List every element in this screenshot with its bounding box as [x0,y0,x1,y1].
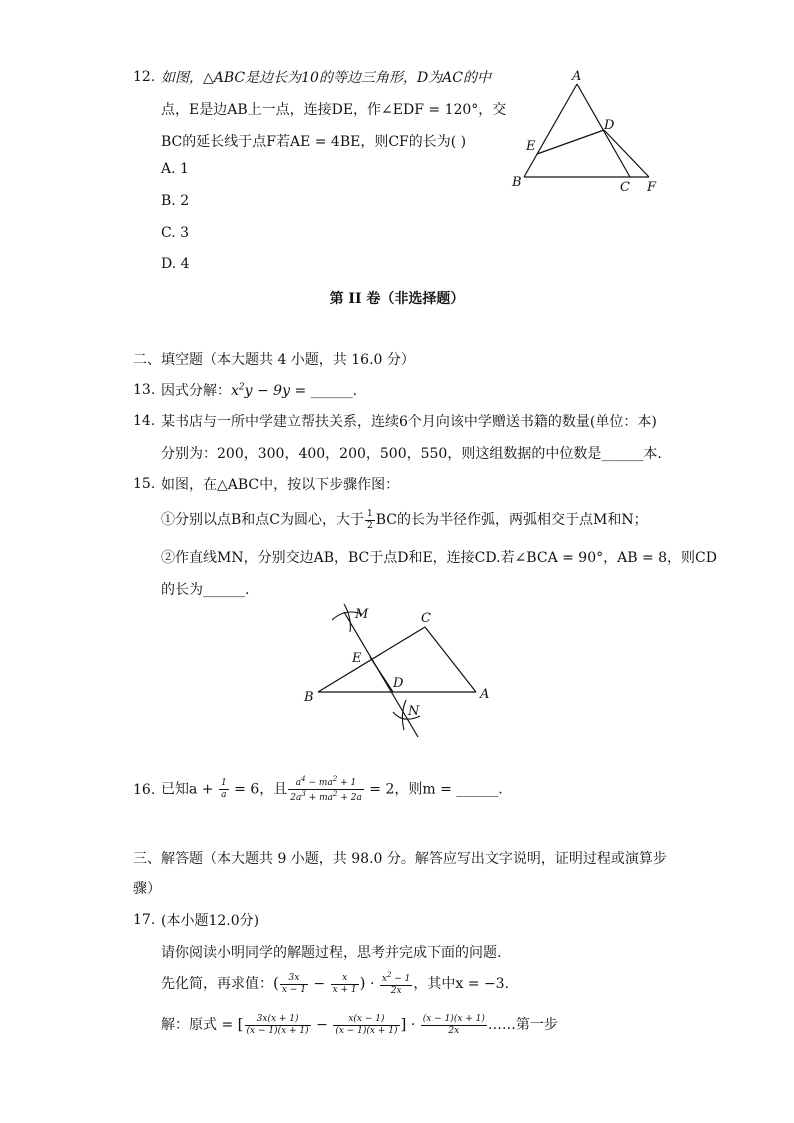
label-e: E [352,651,362,666]
q12-option-c[interactable]: C. 3 [161,225,190,241]
q15-triangle-figure [300,600,500,745]
q15-line1: 如图，在△ABC中，按以下步骤作图： [161,477,400,493]
side-ab [524,84,577,177]
q15-number: 15. [133,476,156,492]
q12-option-d[interactable]: D. 4 [161,256,190,272]
label-b: B [304,690,314,705]
label-a: A [572,69,582,84]
q17-frac-5: $\frac{x(x - 1)}{(x - 1)(x + 1)}$ [335,1013,398,1036]
q15-line-end: 的长为______. [161,582,250,598]
q12-option-b[interactable]: B. 2 [161,193,190,209]
q15-step1 [161,509,648,531]
q17-score: (本小题12.0分) [161,913,260,929]
label-a: A [480,687,490,702]
segment-ed [537,130,604,154]
q14-line2: 分别为：200，300，400，200，500，550，则这组数据的中位数是______本. [161,446,662,462]
label-e: E [526,139,536,154]
q17-line3-end: ……第一步 [487,1017,558,1033]
q13-number: 13. [133,382,156,398]
q15-step1-a: ①分别以点B和点C为圆心，大于 [161,512,364,528]
q17-frac-3: $\frac{x^2 - 1}{2x}$ [381,971,411,996]
q17-number: 17. [133,912,156,928]
q17-line1: 请你阅读小明同学的解题过程，思考并完成下面的问题. [161,945,502,961]
q17-frac-6: $\frac{(x - 1)(x + 1)}{2x}$ [422,1013,485,1036]
label-d: D [393,676,404,691]
q17-frac-2: $\frac{x}{x + 1}$ [332,972,357,995]
q17-line2: 先化简，再求值：( $\frac{3x}{x - 1}$ − $\frac{x}{x + 1}$ ) · $\frac{x^2 - 1}{2x}$ ，其中x = −3. [161,971,510,996]
segment-cd [370,657,393,692]
label-c: C [421,611,431,626]
q16-text-b: = 6，且 [229,781,288,798]
q12-number: 12. [133,69,156,85]
q17-frac-1: $\frac{3x}{x - 1}$ [281,972,306,995]
label-b: B [512,175,522,190]
q15-step2: ②作直线MN，分别交边AB，BC于点D和E，连接CD.若∠BCA = 90°，AB = 8，则CD [161,550,717,566]
label-n: N [408,704,420,719]
label-m: M [355,607,369,622]
q16-text-c: = 2，则m = ______. [364,781,503,798]
q17-line2-b: ，其中x = −3. [413,976,510,992]
q17-line3: 解：原式 = [ $\frac{3x(x + 1)}{(x - 1)(x + 1)}$ − $\frac{x(x - 1)}{(x - 1)(x + 1)}$ ] · $\frac{(x - 1)(x + 1)}{2x}$ ……第一步 [161,1013,558,1036]
q12-option-a[interactable]: A. 1 [161,161,189,177]
label-d: D [604,118,615,133]
q12-triangle-figure [500,66,680,196]
q15-step1-b: BC的长为半径作弧，两弧相交于点M和N； [375,512,648,528]
q12-line1 [161,67,491,87]
q13-prefix: 因式分解： [161,383,231,399]
part2-title: 第 II 卷（非选择题） [329,291,465,307]
q14-number: 14. [133,413,156,429]
q17-frac-4: $\frac{3x(x + 1)}{(x - 1)(x + 1)}$ [246,1013,309,1036]
label-c: C [620,180,630,195]
q16-fraction-2: $\frac{a^4 - ma^2 + 1}{2a^3 + ma^2 + 2a}$ [290,775,362,803]
q12-line2: 点，E是边AB上一点，连接DE，作∠EDF = 120°，交 [161,102,507,118]
side-ca [425,627,476,692]
q13-expression: $x^2y - 9y$ [231,382,290,399]
q17-line2-a: 先化简，再求值： [161,976,273,992]
q12-text-1: 如图，△ABC是边长为10的等边三角形，D为AC的中 [161,70,491,86]
q17-line3-a: 解：原式 = [161,1017,238,1033]
section3-title-2: 骤） [133,881,161,897]
q16-text-a: 已知a + [161,781,218,798]
q16-fraction-1: $\frac{1}{a}$ [220,778,227,800]
q16-line [161,776,503,803]
q16-number: 16. [133,782,156,798]
section2-title: 二、填空题（本大题共 4 小题，共 16.0 分） [133,352,415,368]
q13-end: = ______. [290,383,358,399]
q13-line [161,380,357,400]
section3-title: 三、解答题（本大题共 9 小题，共 98.0 分。解答应写出文字说明，证明过程或演算步 [133,851,667,867]
label-f: F [647,180,657,195]
q12-line3: BC的延长线于点F若AE = 4BE，则CF的长为( ) [161,134,467,150]
q15-half-fraction: $\frac{1}{2}$ [367,508,373,531]
q14-line1: 某书店与一所中学建立帮扶关系，连续6个月向该中学赠送书籍的数量(单位：本) [161,414,657,430]
